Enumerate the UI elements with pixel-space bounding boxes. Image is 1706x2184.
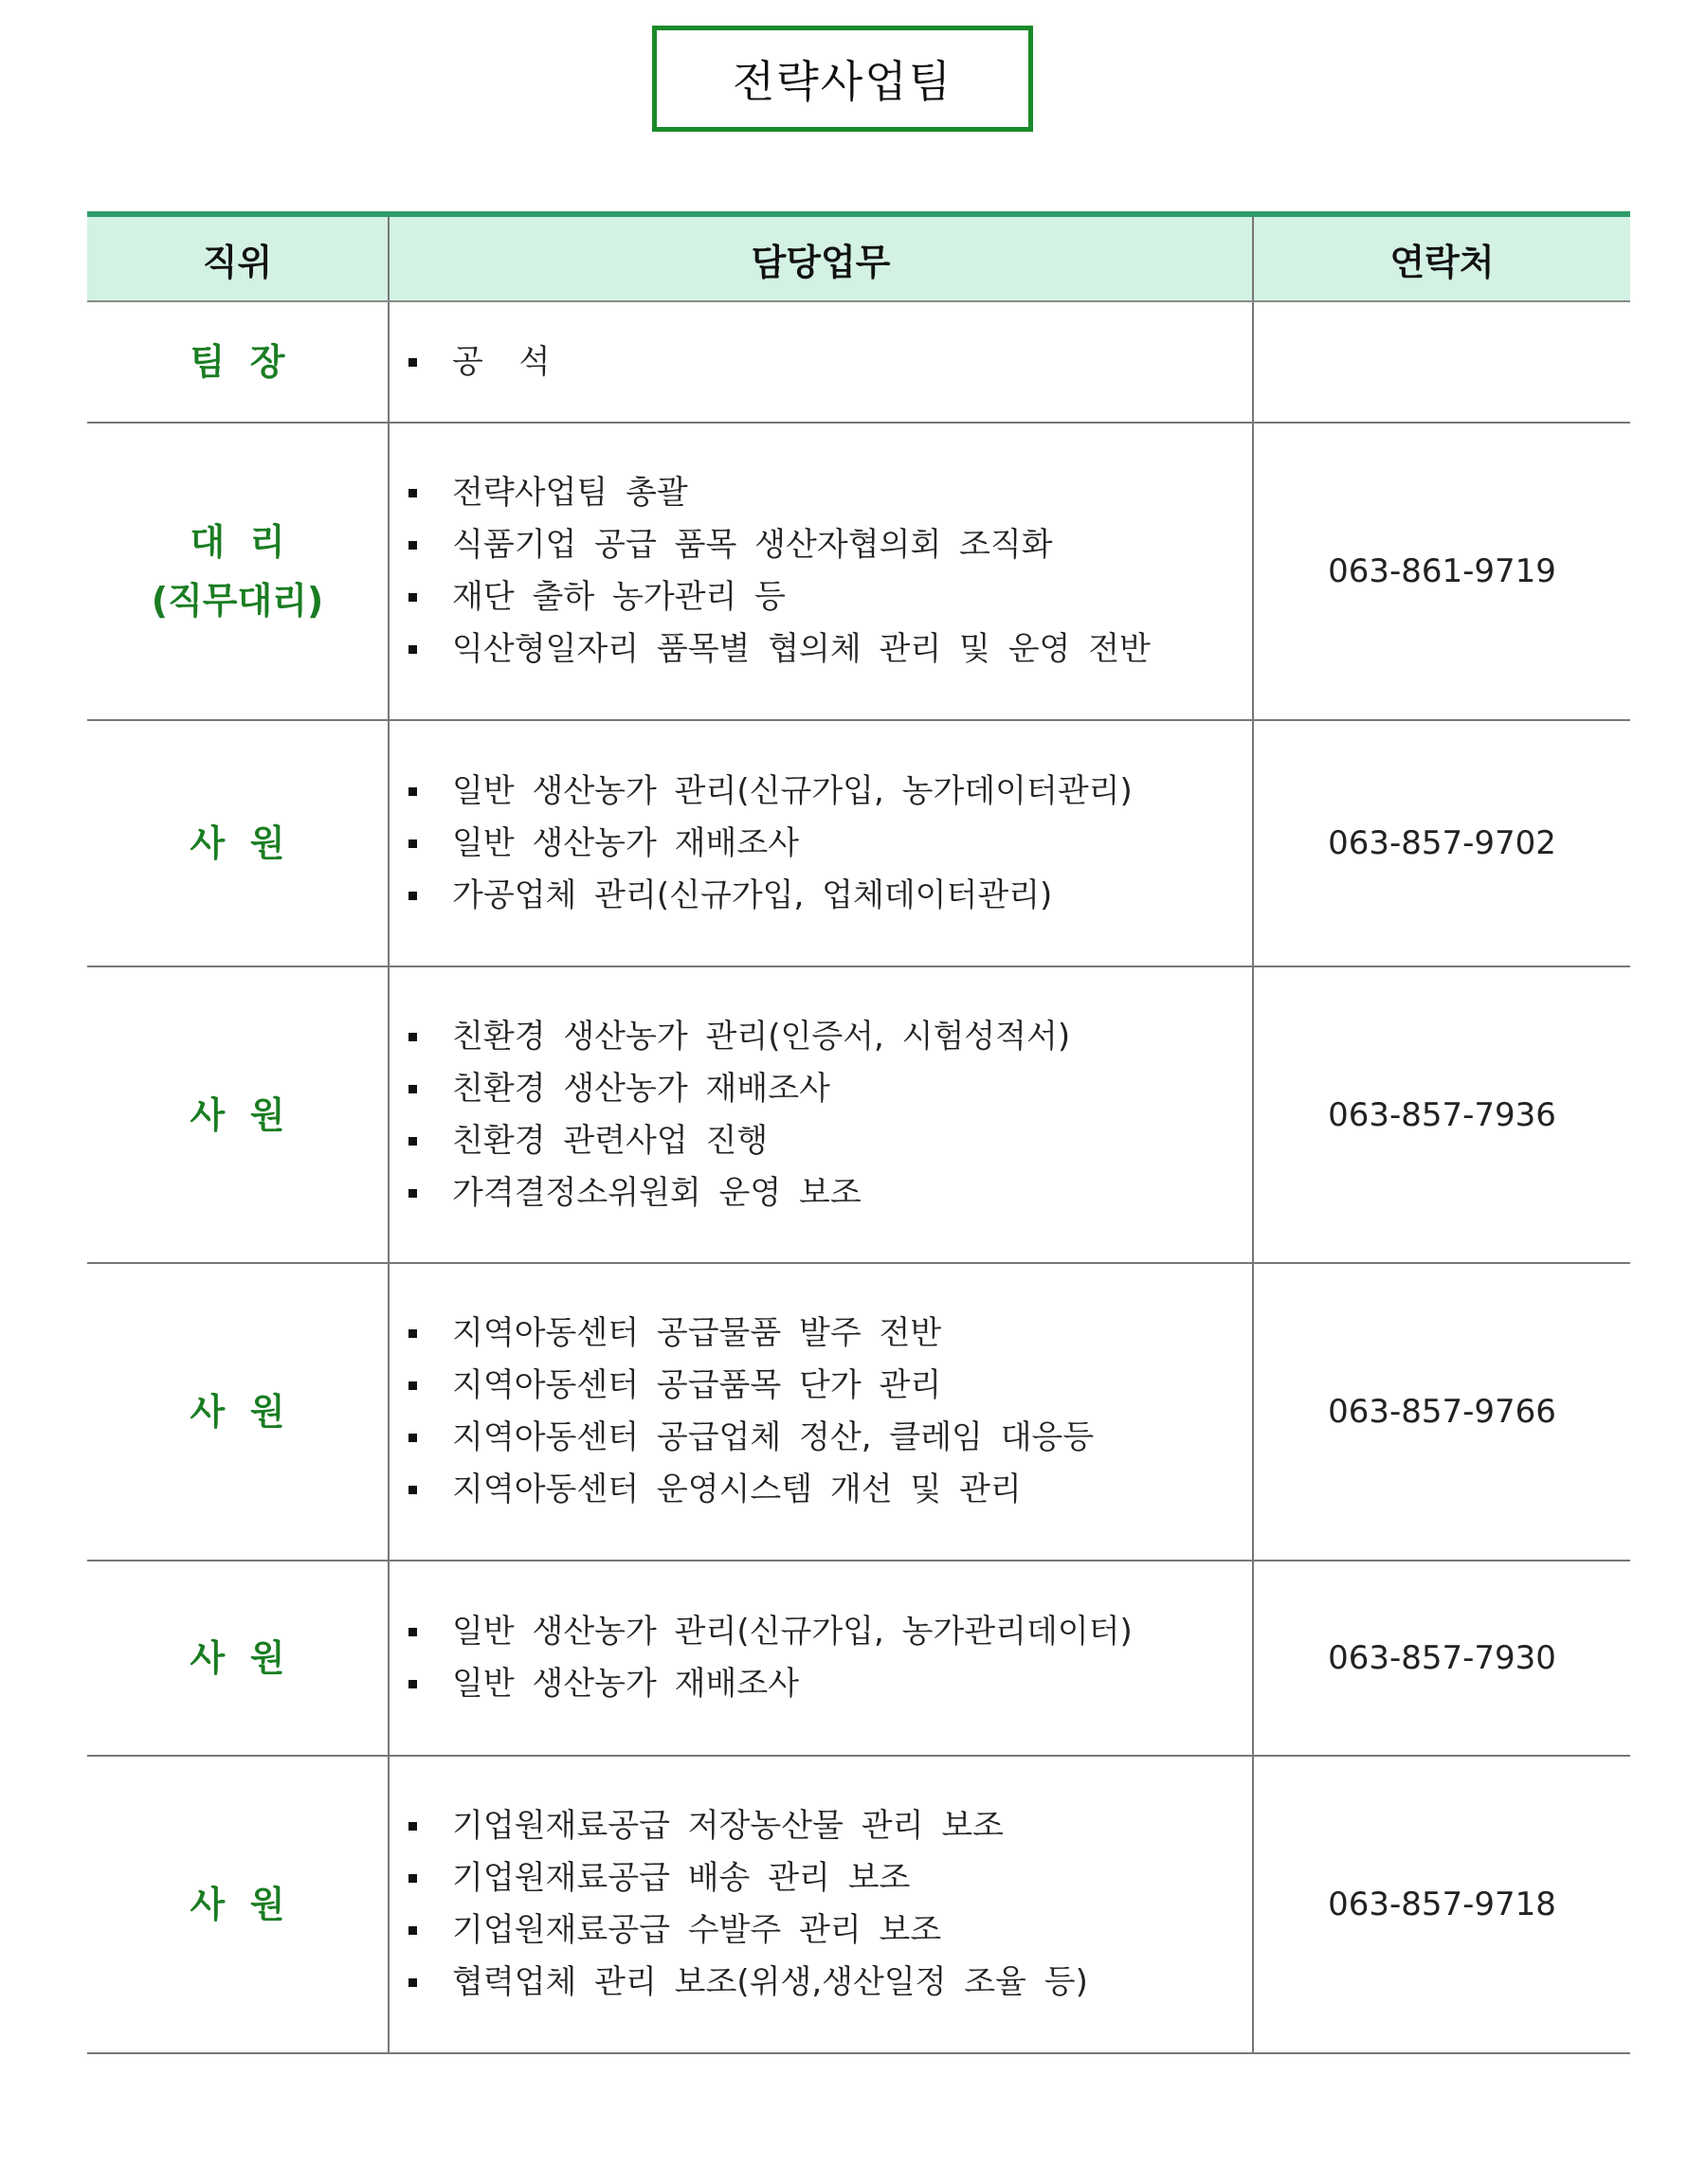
square-bullet-icon <box>408 1137 417 1146</box>
duty-text: 협력업체 관리 보조(위생,생산일정 조율 등) <box>452 1963 1088 2001</box>
duties-list <box>408 1800 1251 2009</box>
duty-text: 익산형일자리 품목별 협의체 관리 및 운영 전반 <box>452 630 1151 668</box>
position-label: 사 원 <box>190 822 285 864</box>
position-cell <box>87 1263 389 1561</box>
duties-list <box>408 467 1251 676</box>
duty-text: 재단 출하 농가관리 등 <box>452 578 787 616</box>
square-bullet-icon <box>408 892 417 900</box>
duty-text: 일반 생산농가 관리(신규가입, 농가데이터관리) <box>452 771 1133 810</box>
duty-item <box>408 1658 1251 1710</box>
duties-list <box>408 1606 1251 1710</box>
duty-item <box>408 1957 1251 2009</box>
duty-item <box>408 1011 1251 1063</box>
table-header-row <box>87 214 1630 301</box>
duty-item <box>408 1464 1251 1516</box>
square-bullet-icon <box>408 1434 417 1442</box>
contact-phone: 063-861-9719 <box>1253 423 1630 720</box>
duty-item <box>408 1606 1251 1658</box>
contact-phone: 063-857-7930 <box>1253 1561 1630 1756</box>
square-bullet-icon <box>408 593 417 602</box>
position-label: 사 원 <box>190 1093 285 1136</box>
position-cell <box>87 423 389 720</box>
square-bullet-icon <box>408 541 417 550</box>
table-row <box>87 1756 1630 2053</box>
header-duties: 담당업무 <box>389 214 1253 301</box>
staff-table <box>87 211 1630 2054</box>
duty-item <box>408 870 1251 922</box>
duty-item <box>408 1852 1251 1904</box>
table-row <box>87 423 1630 720</box>
duty-item <box>408 818 1251 870</box>
square-bullet-icon <box>408 1680 417 1688</box>
square-bullet-icon <box>408 358 417 367</box>
square-bullet-icon <box>408 1978 417 1987</box>
duty-text: 가격결정소위원회 운영 보조 <box>452 1173 862 1212</box>
position-label: 사 원 <box>190 1637 285 1679</box>
duties-list <box>408 336 1251 388</box>
position-sublabel: (직무대리) <box>151 580 324 622</box>
duty-item <box>408 467 1251 519</box>
header-contact: 연락처 <box>1253 214 1630 301</box>
duty-text: 일반 생산농가 관리(신규가입, 농가관리데이터) <box>452 1613 1133 1651</box>
duty-text: 친환경 생산농가 재배조사 <box>452 1069 830 1108</box>
duties-cell <box>389 1756 1253 2053</box>
duty-text: 기업원재료공급 수발주 관리 보조 <box>452 1911 942 1949</box>
duties-cell <box>389 1561 1253 1756</box>
square-bullet-icon <box>408 1628 417 1636</box>
duty-item <box>408 1308 1251 1360</box>
square-bullet-icon <box>408 1085 417 1093</box>
square-bullet-icon <box>408 787 417 796</box>
square-bullet-icon <box>408 1189 417 1198</box>
square-bullet-icon <box>408 645 417 654</box>
duties-list <box>408 766 1251 922</box>
duty-item <box>408 623 1251 676</box>
duty-item <box>408 1063 1251 1115</box>
header-position: 직위 <box>87 214 389 301</box>
duty-text: 가공업체 관리(신규가입, 업체데이터관리) <box>452 875 1053 914</box>
table-row <box>87 301 1630 423</box>
square-bullet-icon <box>408 1822 417 1831</box>
position-cell <box>87 1561 389 1756</box>
duty-item <box>408 571 1251 623</box>
duty-item <box>408 1904 1251 1957</box>
square-bullet-icon <box>408 839 417 848</box>
position-label: 사 원 <box>190 1391 285 1433</box>
contact-phone: 063-857-9702 <box>1253 720 1630 966</box>
position-cell <box>87 966 389 1263</box>
duty-text: 기업원재료공급 배송 관리 보조 <box>452 1859 911 1897</box>
square-bullet-icon <box>408 1874 417 1883</box>
duty-item <box>408 1167 1251 1219</box>
duty-text: 전략사업팀 총괄 <box>452 474 688 512</box>
duty-text: 기업원재료공급 저장농산물 관리 보조 <box>452 1807 1004 1845</box>
duties-cell <box>389 423 1253 720</box>
contact-phone <box>1253 301 1630 423</box>
duty-text: 지역아동센터 공급물품 발주 전반 <box>452 1314 942 1352</box>
table-row <box>87 966 1630 1263</box>
duty-item <box>408 1115 1251 1167</box>
square-bullet-icon <box>408 1329 417 1338</box>
position-cell <box>87 720 389 966</box>
duty-item <box>408 1800 1251 1852</box>
duties-cell <box>389 1263 1253 1561</box>
duties-list <box>408 1308 1251 1516</box>
duty-item <box>408 336 1251 388</box>
duty-text: 지역아동센터 운영시스템 개선 및 관리 <box>452 1471 1022 1508</box>
square-bullet-icon <box>408 1926 417 1935</box>
duties-cell <box>389 966 1253 1263</box>
table-row <box>87 720 1630 966</box>
duties-list <box>408 1011 1251 1219</box>
duty-item <box>408 519 1251 571</box>
duty-text: 친환경 생산농가 관리(인증서, 시험성적서) <box>452 1017 1071 1056</box>
duty-text: 공 석 <box>452 342 551 381</box>
square-bullet-icon <box>408 1486 417 1494</box>
table-row <box>87 1263 1630 1561</box>
table-row <box>87 1561 1630 1756</box>
duty-text: 친환경 관련사업 진행 <box>452 1121 769 1160</box>
position-label: 대 리 <box>190 521 285 563</box>
position-label: 사 원 <box>190 1884 285 1925</box>
duty-text: 지역아동센터 공급품목 단가 관리 <box>452 1366 942 1404</box>
position-cell <box>87 301 389 423</box>
duty-item <box>408 1360 1251 1412</box>
position-cell <box>87 1756 389 2053</box>
contact-phone: 063-857-9718 <box>1253 1756 1630 2053</box>
duty-text: 식품기업 공급 품목 생산자협의회 조직화 <box>452 526 1053 564</box>
duties-cell <box>389 720 1253 966</box>
page-title: 전략사업팀 <box>652 26 1033 132</box>
contact-phone: 063-857-7936 <box>1253 966 1630 1263</box>
square-bullet-icon <box>408 489 417 497</box>
duties-cell <box>389 301 1253 423</box>
square-bullet-icon <box>408 1381 417 1390</box>
duty-item <box>408 766 1251 818</box>
duty-text: 일반 생산농가 재배조사 <box>452 823 800 862</box>
duty-item <box>408 1412 1251 1464</box>
duty-text: 지역아동센터 공급업체 정산, 클레임 대응등 <box>452 1418 1095 1456</box>
contact-phone: 063-857-9766 <box>1253 1263 1630 1561</box>
duty-text: 일반 생산농가 재배조사 <box>452 1665 800 1703</box>
square-bullet-icon <box>408 1033 417 1041</box>
position-label: 팀 장 <box>190 341 285 383</box>
